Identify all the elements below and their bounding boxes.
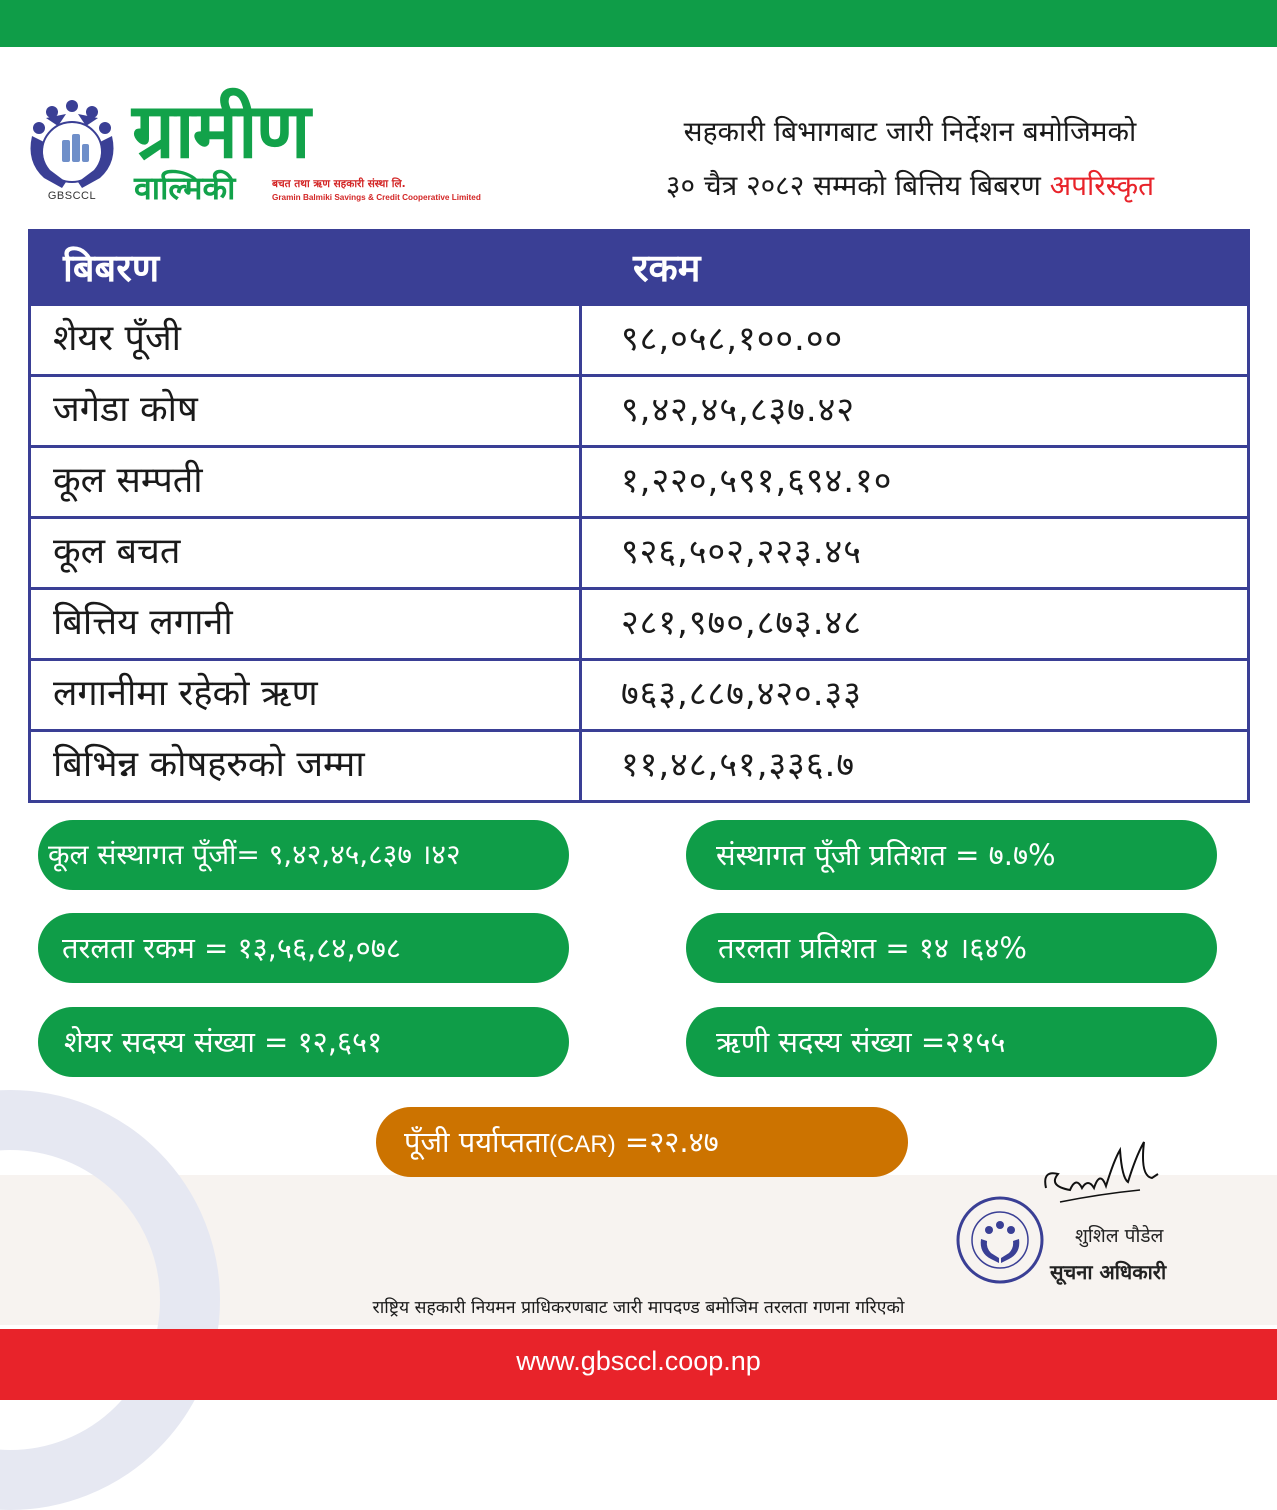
table-header [31,232,1247,305]
row-label: कूल बचत [53,531,181,572]
report-status: अपरिस्कृत [1049,169,1155,202]
column-header-amount: रकम [633,246,701,290]
row-label: लगानीमा रहेको ऋण [53,673,318,714]
brand-tagline: बचत तथा ऋण सहकारी संस्था लि. [272,178,406,190]
loan-members-pill: ऋणी सदस्य संख्या =२१५५ [686,1007,1217,1077]
row-label: जगेडा कोष [53,389,198,430]
officer-name: शुशिल पौडेल [1075,1225,1164,1247]
table-row [31,445,1247,514]
table-row [31,587,1247,656]
car-label: पूँजी पर्याप्तता [404,1125,550,1159]
row-amount: २८१,९७०,८७३.४८ [621,603,862,643]
brand-name: ग्रामीण [132,86,309,175]
capital-adequacy-pill [376,1107,908,1177]
table-row [31,516,1247,585]
footer-bar [0,1329,1277,1400]
table-row [31,658,1247,727]
signature-icon [1040,1130,1170,1210]
table-row [31,303,1247,372]
column-header-description: बिबरण [63,246,160,290]
row-amount: ११,४८,५१,३३६.७ [621,745,856,785]
row-amount: १,२२०,५९१,६९४.१० [621,461,893,501]
officer-title: सूचना अधिकारी [1050,1260,1167,1284]
emblem-label: GBSCCL [47,190,97,202]
brand-subname: वाल्मिकी [134,169,236,207]
row-amount: ९,४२,४५,८३७.४२ [621,390,856,430]
report-period: ३० चैत्र २०८२ सम्मको बित्तिय बिबरण [665,169,1041,202]
liquidity-footnote: राष्ट्रिय सहकारी नियमन प्राधिकरणबाट जारी मापदण्ड बमोजिम तरलता गणना गरिएको [372,1298,905,1318]
row-label: बित्तिय लगानी [53,602,233,643]
official-seal-icon [955,1195,1045,1285]
liquidity-amount-pill: तरलता रकम = १३,५६,८४,०७८ [38,913,569,983]
row-amount: ७६३,८८७,४२०.३३ [621,674,862,714]
report-title-line2 [560,166,1260,204]
row-label: शेयर पूँजी [53,318,182,359]
total-institutional-capital-pill: कूल संस्थागत पूँजीं= ९,४२,४५,८३७ ।४२ [38,820,569,890]
brand-tagline-english: Gramin Balmiki Savings & Credit Cooperative Limited [272,193,481,202]
institutional-capital-percent-pill: संस्थागत पूँजी प्रतिशत = ७.७% [686,820,1217,890]
report-title-line1: सहकारी बिभागबाट जारी निर्देशन बमोजिमको [683,115,1137,148]
row-label: बिभिन्न कोषहरुको जम्मा [53,744,365,785]
row-amount: ९२६,५०२,२२३.४५ [621,532,862,572]
table-row [31,374,1247,443]
row-label: कूल सम्पती [53,460,203,501]
financial-statement-table [28,229,1250,803]
car-value: =२२.४७ [615,1125,719,1159]
liquidity-percent-pill: तरलता प्रतिशत = १४ ।६४% [686,913,1217,983]
car-abbreviation: (CAR) [549,1131,616,1158]
column-divider [579,305,582,803]
top-green-bar [0,0,1277,47]
row-amount: ९८,०५८,१००.०० [621,319,844,359]
share-members-pill: शेयर सदस्य संख्या = १२,६५१ [38,1007,569,1077]
table-row [31,729,1247,798]
website-link[interactable]: www.gbsccl.coop.np [516,1346,761,1376]
